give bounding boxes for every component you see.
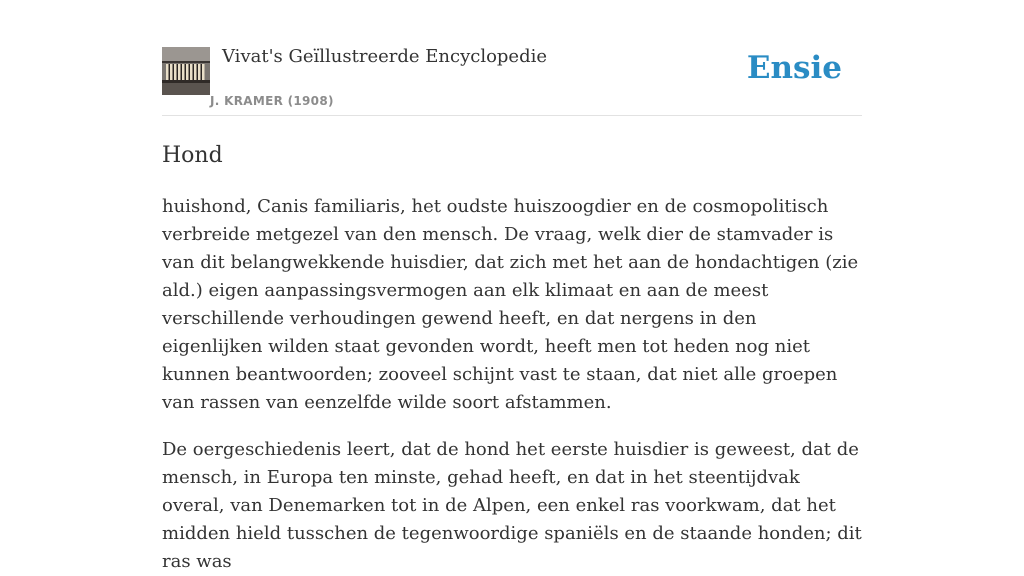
entry-paragraph: huishond, Canis familiaris, het oudste huiszoogdier en de cosmopolitisch verbreide metgezel van den mensch. De vraag, welk dier de stamvader is van dit belangwekkende huisdier, dat zich met het aan de hondachtigen (zie ald.) eigen aanpassingsvermogen aan elk klimaat en aan de meest verschillende verhoudingen gewend heeft, en dat nergens in den eigenlijken wilden staat gevonden wordt, heeft men tot heden nog niet kunnen beantwoorden; zooveel schijnt vast te staan, dat niet alle groepen van rassen van eenzelfde wilde soort afstammen. bbox=[162, 196, 859, 413]
source-header bbox=[162, 0, 862, 116]
entry-paragraph: De oergeschiedenis leert, dat de hond het eerste huisdier is geweest, dat de mensch, in Europa ten minste, gehad heeft, en dat in het steentijdvak overal, van Denemarken tot in de Alpen, een enkel ras voorkwam, dat het midden hield tusschen de tegenwoordige spaniëls en de staande honden; dit ras was bbox=[162, 439, 862, 572]
entry-title: Hond bbox=[162, 143, 223, 168]
content-column bbox=[162, 0, 862, 576]
ensie-logo[interactable]: Ensie bbox=[746, 50, 842, 86]
source-title[interactable]: Vivat's Geïllustreerde Encyclopedie bbox=[222, 46, 548, 67]
source-avatar[interactable] bbox=[162, 47, 210, 95]
source-author: J. KRAMER (1908) bbox=[210, 94, 334, 108]
bookshelf-image bbox=[162, 47, 210, 95]
